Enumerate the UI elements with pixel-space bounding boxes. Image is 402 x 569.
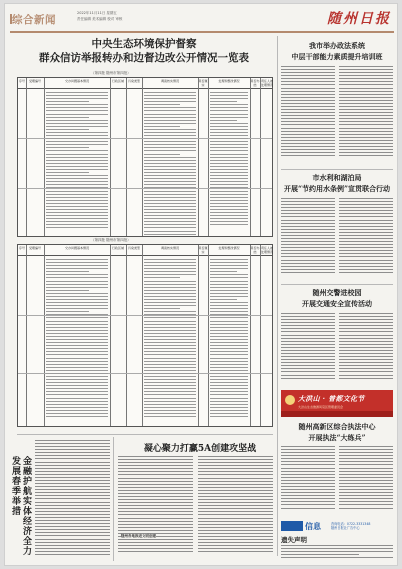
vertical-headline: 金融护航实体经济全力发展春季举措 (10, 456, 31, 556)
header-id: 受理编号 (28, 246, 41, 250)
article-3-headline-line1: 随州交警进校园 (312, 288, 362, 297)
section-rule (281, 169, 393, 170)
header-closed: 是否办结 (250, 246, 260, 254)
header-type: 污染类型 (127, 246, 140, 250)
masthead (5, 4, 399, 36)
handling-text-block (210, 92, 248, 236)
tourism-ad-banner[interactable] (281, 390, 393, 417)
info-phone-line1: 咨询电话：0722-3331348 (331, 522, 371, 526)
article-1-headline-line1: 我市举办政法系统 (309, 41, 365, 50)
header-accountability: 责任人被处理情况 (260, 79, 273, 87)
header-investigation: 调查核实情况 (160, 79, 179, 83)
header-issue: 交办问题基本情况 (64, 79, 89, 83)
table-tag-top: （第四批 随州市第四批） (91, 71, 131, 75)
article-4-headline (281, 421, 393, 443)
article-4-headline-line1: 随州高新区综合执法中心 (298, 422, 376, 431)
info-phone-line2: 随州日报社广告中心 (331, 526, 360, 530)
main-headline-line2: 群众信访举报转办和边督边改公开情况一览表 (39, 52, 249, 64)
section-title: 综合新闻 (12, 14, 56, 26)
creation-article-body (118, 456, 273, 562)
article-3-body (281, 313, 393, 387)
date-line: 2022年11月11日 星期五 (77, 11, 117, 15)
info-phone (331, 522, 370, 530)
article-4-body (281, 446, 393, 518)
issue-text-block (46, 259, 108, 425)
article-1-headline (281, 40, 393, 62)
newspaper-page (4, 3, 398, 566)
header-handling: 处理和整改情况 (218, 246, 240, 250)
header-closed: 是否办结 (250, 79, 260, 87)
article-2-headline-line1: 市水利和湖泊局 (312, 173, 362, 182)
section-rule (17, 434, 273, 435)
header-handling: 处理和整改情况 (218, 79, 240, 83)
article-2-headline (281, 172, 393, 194)
header-index: 序号 (18, 79, 25, 83)
handling-text-block (210, 259, 248, 425)
newspaper-logo: 随州日报 (327, 11, 391, 27)
article-3-headline-line2: 开展交通安全宣传活动 (302, 299, 372, 308)
column-divider (113, 437, 114, 561)
main-headline (19, 37, 269, 65)
ad-decoration (281, 411, 393, 417)
header-id: 受理编号 (28, 79, 41, 83)
table-tag-bottom: （第四批 随州市第四批） (91, 238, 131, 242)
section-rule (281, 284, 393, 285)
ad-sponsor: 大洪山生态旅游风景区管理委员会 (298, 405, 344, 409)
article-1-body (281, 66, 393, 166)
issue-text-block (46, 92, 108, 236)
creation-subheading: 随州各地推进文明创建 (121, 534, 156, 538)
main-headline-line1: 中央生态环境保护督察 (91, 38, 197, 50)
investigation-text-block (144, 259, 196, 425)
article-1-headline-line2: 中层干部能力素质提升培训班 (291, 52, 383, 61)
header-type: 污染类型 (127, 79, 140, 83)
header-verified: 是否属实 (198, 246, 208, 254)
info-bar (281, 521, 395, 531)
article-2-body (281, 198, 393, 282)
notice-body (281, 545, 393, 563)
info-label: 信息 (305, 521, 321, 531)
ad-slogan: 大洪山 · 曾都文化节 (298, 394, 365, 403)
masthead-rule (10, 31, 394, 33)
complaint-table-top (17, 77, 273, 237)
article-2-headline-line2: 开展“节约用水条例”宣贯联合行动 (283, 184, 391, 193)
header-verified: 是否属实 (198, 79, 208, 87)
info-badge (281, 521, 303, 531)
notice-title: 遗失声明 (281, 536, 307, 544)
header-index: 序号 (18, 246, 25, 250)
column-divider (277, 36, 278, 556)
header-region: 行政区域 (111, 246, 124, 250)
header-issue: 交办问题基本情况 (64, 246, 89, 250)
editors-line: 责任编辑 美术编辑 校对 审核 (77, 17, 123, 21)
article-3-headline (281, 287, 393, 309)
finance-article-body (35, 440, 110, 562)
header-accountability: 责任人被处理情况 (260, 246, 273, 254)
creation-headline: 凝心聚力打赢5A创建攻坚战 (143, 444, 257, 454)
complaint-table-bottom (17, 244, 273, 427)
investigation-text-block (144, 92, 196, 236)
header-region: 行政区域 (111, 79, 124, 83)
header-investigation: 调查核实情况 (160, 246, 179, 250)
ad-logo-icon (285, 395, 295, 405)
article-4-headline-line2: 开展执法“大练兵” (308, 433, 366, 442)
